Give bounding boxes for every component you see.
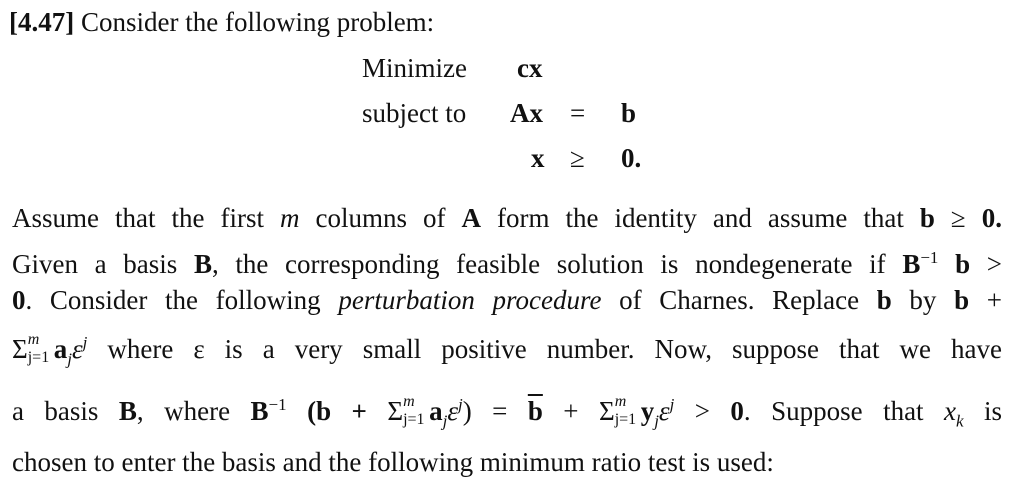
text-run: is [963, 396, 1003, 426]
text-run: ) = [462, 396, 528, 426]
text-run: of Charnes. Replace [601, 285, 877, 315]
variable-xk: x [944, 396, 956, 426]
paragraph-line-2 [12, 248, 1002, 280]
text-run: ≥ [934, 203, 982, 233]
vector-b: b [955, 249, 971, 279]
equals-sign: = [570, 98, 586, 128]
constraint-rhs: b [621, 98, 637, 128]
subject-to-label: subject to [362, 98, 467, 128]
vector-b: b [919, 203, 935, 233]
minimize-label: Minimize [362, 53, 467, 83]
text-run: > [674, 396, 731, 426]
problem-intro: Consider the following problem: [80, 7, 435, 37]
basis-B: B [193, 249, 212, 279]
text-run: , the corresponding feasible solution is nondegenerate if [211, 249, 903, 279]
sum-lower: j=1 [614, 410, 637, 428]
objective: cx [517, 53, 543, 83]
text-run: > [970, 249, 1003, 279]
vector-a: a [53, 334, 68, 364]
text-run: Assume that the first [12, 203, 280, 233]
sum-sign: Σ [598, 396, 615, 426]
sum-lower: j=1 [27, 348, 50, 366]
vector-b: b [954, 285, 970, 315]
basis-B: B [118, 396, 137, 426]
basis-B: B [250, 396, 269, 426]
perturbation-procedure-term: perturbation procedure [338, 285, 602, 315]
index-j: j [654, 411, 659, 431]
geq-sign: ≥ [570, 143, 585, 173]
vector-a: a [429, 396, 443, 426]
text-run: form the identity and assume that [480, 203, 920, 233]
basis-B: B [902, 249, 921, 279]
index-j: j [442, 411, 448, 431]
text-run: . Consider the following [25, 285, 339, 315]
paragraph-line-3 [12, 284, 1002, 316]
text-run: Given a basis [12, 249, 194, 279]
epsilon: ε [447, 396, 458, 426]
text-run: by [891, 285, 955, 315]
exponent-j: j [82, 333, 88, 352]
constraint-lhs: Ax [510, 98, 543, 128]
text-run: chosen to enter the basis and the following minimum ratio test is used: [12, 447, 774, 477]
text-run: . Suppose that [743, 396, 945, 426]
index-j: j [67, 349, 72, 369]
text-run: where ε is a very small positive number. Now, suppose that we have [87, 334, 1002, 364]
text-run: (b + [286, 396, 388, 426]
text-run: + [542, 396, 599, 426]
text-run: a basis [12, 396, 119, 426]
paragraph-line-4 [12, 330, 1002, 369]
inverse-superscript: −1 [920, 248, 939, 267]
vector-zero: 0 [981, 203, 996, 233]
vector-b: b [876, 285, 892, 315]
nonnegativity-zero: 0. [621, 143, 642, 173]
epsilon: ε [71, 334, 83, 364]
matrix-A: A [461, 203, 481, 233]
vector-zero: 0 [12, 285, 26, 315]
paragraph-line-1 [12, 202, 1002, 234]
text-run: , where [136, 396, 251, 426]
paragraph-line-5 [12, 392, 1003, 431]
epsilon: ε [658, 396, 670, 426]
vector-y: y [640, 396, 655, 426]
sum-lower: j=1 [403, 410, 425, 428]
sum-limits [614, 392, 637, 428]
sum-sign: Σ [12, 334, 28, 364]
index-k: k [956, 411, 964, 431]
vector-b-bar: $\overline{b}$ [527, 396, 543, 426]
text-run: . [995, 203, 1002, 233]
sum-limits [27, 330, 50, 366]
var-m: m [279, 203, 300, 233]
paragraph-line-6 [12, 446, 774, 478]
sum-upper: m [614, 392, 627, 410]
problem-number: [4.47] [9, 7, 75, 37]
sum-upper: m [27, 330, 40, 348]
exponent-j: j [457, 395, 463, 414]
text-run: + [969, 285, 1003, 315]
text-run: columns of [299, 203, 462, 233]
sum-limits [403, 392, 425, 428]
exponent-j: j [669, 395, 675, 414]
inverse-superscript: −1 [268, 395, 287, 414]
sum-sign: Σ [387, 396, 404, 426]
problem-heading [9, 6, 434, 38]
variable-x: x [531, 143, 545, 173]
sum-upper: m [403, 392, 415, 410]
vector-zero: 0 [730, 396, 744, 426]
